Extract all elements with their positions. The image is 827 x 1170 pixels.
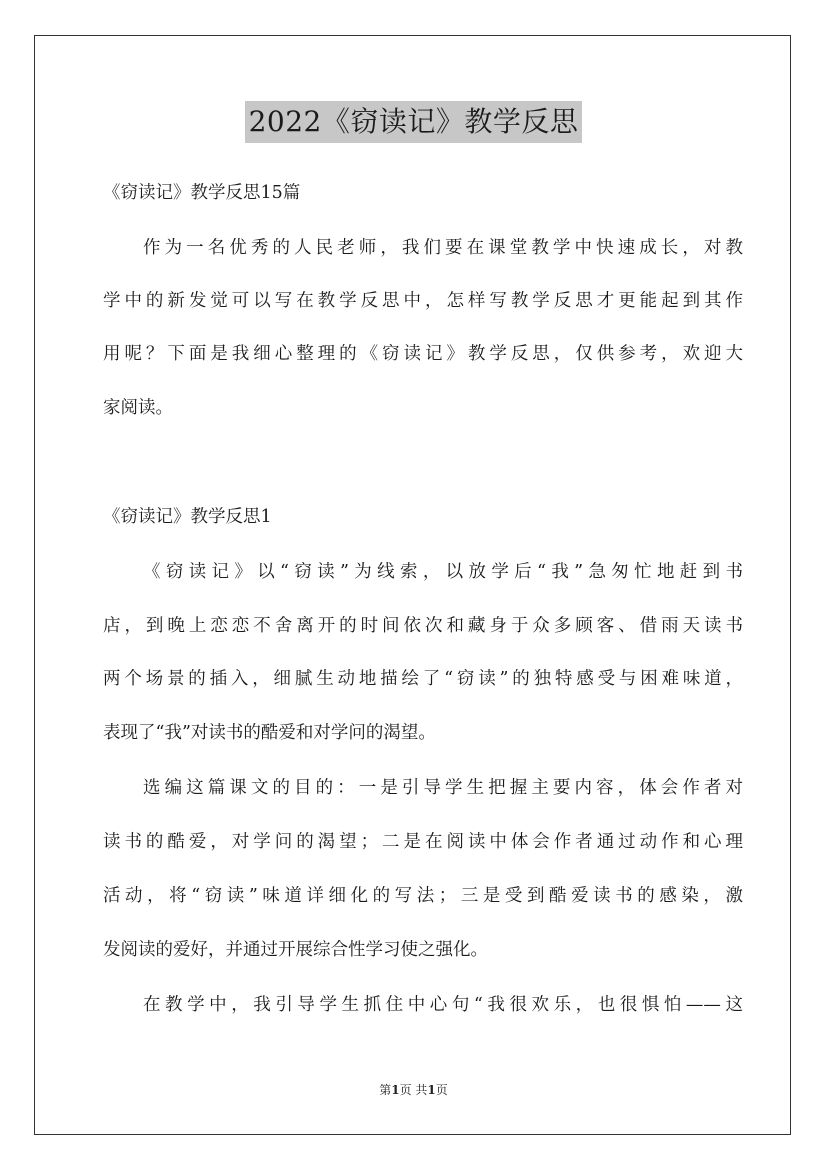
para2-line-2: 读书的酷爱，对学问的渴望；二是在阅读中体会作者通过动作和心理	[103, 832, 743, 852]
para2-line-1: 选编这篇课文的目的：一是引导学生把握主要内容，体会作者对	[143, 778, 743, 798]
total-suffix: 页	[435, 1083, 448, 1097]
intro-line-3: 用呢？下面是我细心整理的《窃读记》教学反思，仅供参考，欢迎大	[103, 344, 743, 364]
para2-line-3: 活动，将“窃读”味道详细化的写法；三是受到酷爱读书的感染，激	[103, 886, 743, 906]
page-prefix: 第	[379, 1083, 392, 1097]
intro-line-4: 家阅读。	[103, 398, 173, 418]
para1-line-1: 《窃读记》以“窃读”为线索，以放学后“我”急匆忙地赶到书	[143, 562, 743, 582]
section-heading: 《窃读记》教学反思1	[103, 507, 272, 527]
para1-line-2: 店，到晚上恋恋不舍离开的时间依次和藏身于众多顾客、借雨天读书	[103, 616, 743, 636]
intro-line-1: 作为一名优秀的人民老师，我们要在课堂教学中快速成长，对教	[143, 238, 743, 258]
total-pages: 1	[427, 1083, 436, 1097]
total-prefix: 共	[415, 1083, 428, 1097]
page-footer	[0, 1082, 827, 1098]
page-suffix: 页	[399, 1083, 412, 1097]
title-container	[0, 101, 827, 143]
para2-line-4: 发阅读的爱好，并通过开展综合性学习使之强化。	[103, 940, 488, 960]
para1-line-3: 两个场景的插入，细腻生动地描绘了“窃读”的独特感受与困难味道，	[103, 669, 743, 689]
page-number: 1	[391, 1083, 400, 1097]
document-title: 2022《窃读记》教学反思	[245, 101, 583, 143]
para1-line-4: 表现了“我”对读书的酷爱和对学问的渴望。	[103, 723, 436, 743]
para3-line-1: 在教学中，我引导学生抓住中心句“我很欢乐，也很惧怕——这	[143, 995, 743, 1015]
subtitle: 《窃读记》教学反思15篇	[103, 183, 301, 203]
intro-line-2: 学中的新发觉可以写在教学反思中，怎样写教学反思才更能起到其作	[103, 291, 743, 311]
